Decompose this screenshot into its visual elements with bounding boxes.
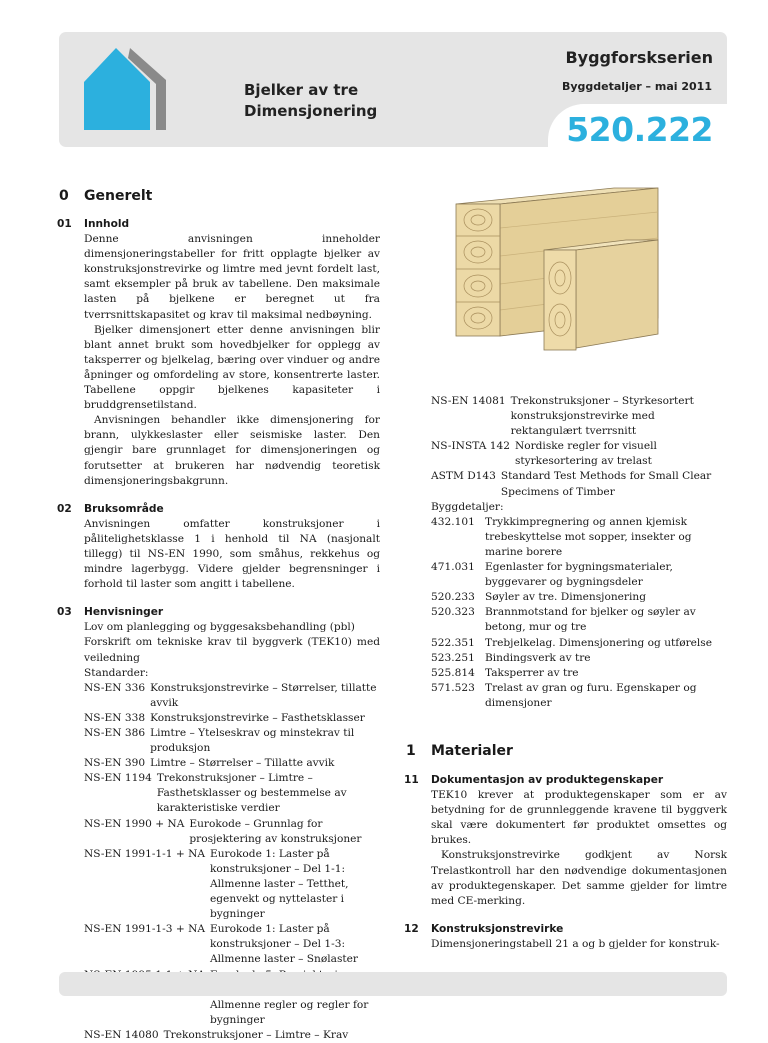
ref-title: Søyler av tre. Dimensjonering — [485, 591, 646, 604]
standards-list-continued — [431, 394, 727, 500]
section-title: Materialer — [431, 743, 513, 759]
house-logo-icon — [80, 44, 186, 134]
detalj-ref — [431, 515, 727, 560]
standard-ref — [84, 1028, 380, 1043]
standard-ref — [84, 711, 380, 726]
subsection-number: 03 — [57, 606, 72, 619]
title-line-1: Bjelker av tre — [244, 81, 359, 99]
ref-title: Standard Test Methods for Small Clear Specimens of Timber — [500, 470, 712, 498]
ref-title: Trekonstruksjoner – Styrkesortert konstruksjonstrevirke med rektangulært tverrsnitt — [510, 395, 694, 438]
ref-code: NS-EN 14080 — [84, 1028, 159, 1041]
ref-title: Trekonstruksjoner – Limtre – Fasthetsklasser og bestemmelse av karakteristiske verdier — [156, 772, 347, 815]
detalj-ref — [431, 605, 727, 635]
ref-code: 571.523 — [431, 681, 475, 694]
ref-code: NS-EN 1991-1-3 + NA — [84, 923, 205, 936]
subsection-title: Dokumentasjon av produktegenskaper — [431, 774, 664, 786]
ref-title: Limtre – Ytelseskrav og minstekrav til produksjon — [150, 727, 355, 755]
standards-label: Standarder: — [84, 666, 149, 679]
ref-code: 522.351 — [431, 636, 475, 649]
standard-ref — [431, 469, 727, 499]
ref-title: Allmenne regler og regler for bygninger — [210, 998, 369, 1026]
title-line-2: Dimensjonering — [244, 102, 378, 120]
right-column — [431, 394, 727, 711]
ref-title: Taksperrer av tre — [485, 666, 579, 679]
subsection-01-heading — [57, 217, 380, 232]
detalj-ref — [431, 666, 727, 681]
detaljer-list — [431, 515, 727, 711]
paragraph: Bjelker dimensjonert etter denne anvisningen blir blant annet brukt som hovedbjelker for opplegg av taksperrer og bjelkelag, bæring over vinduer og andre åpninger og omfordeling av store, konsentrerte laster. Tabellene oppgir bjelkenes kapasiteter i bruddgrensetilstand. — [84, 323, 380, 412]
series-date: Byggdetaljer – mai 2011 — [561, 80, 712, 93]
standard-ref — [84, 681, 380, 711]
ref-title: Limtre – Størrelser – Tillatte avvik — [150, 757, 335, 770]
section-number: 1 — [406, 743, 416, 759]
ref-code: NS-EN 1991-1-1 + NA — [84, 847, 205, 860]
ref-title: Trebjelkelag. Dimensjonering og utførelse — [485, 636, 713, 649]
detaljer-label: Byggdetaljer: — [431, 500, 504, 513]
ref-title: Eurokode 1: Laster på konstruksjoner – Del 1-3: Allmenne laster – Snølaster — [210, 923, 358, 966]
ref-code: 523.251 — [431, 651, 475, 664]
ref-code: NS-INSTA 142 — [431, 440, 510, 453]
section-number: 0 — [59, 188, 69, 204]
ref-title: Konstruksjonstrevirke – Størrelser, tillatte avvik — [150, 681, 377, 709]
ref-code: NS-EN 1194 — [84, 772, 152, 785]
ref-code: 520.323 — [431, 606, 475, 619]
subsection-number: 12 — [404, 922, 419, 935]
ref-code: NS-EN 386 — [84, 727, 146, 739]
detalj-ref — [431, 681, 727, 711]
reference-line: Forskrift om tekniske krav til byggverk (TEK10) med veiledning — [84, 636, 380, 664]
subsection-number: 02 — [57, 502, 72, 515]
standard-ref — [431, 439, 727, 469]
paragraph: Konstruksjonstrevirke godkjent av Norsk Trelastkontroll har den nødvendige dokumentasjonen av produktegenskaper. Det samme gjelder for limtre med CE-merking. — [431, 849, 727, 907]
detalj-ref — [431, 651, 727, 666]
standard-ref — [84, 756, 380, 771]
subsection-12-heading — [404, 922, 727, 937]
ref-title: Egenlaster for bygningsmaterialer, byggevarer og bygningsdeler — [485, 561, 673, 589]
ref-title: Konstruksjonstrevirke – Fasthetsklasser — [150, 711, 365, 724]
standard-ref — [84, 726, 380, 756]
timber-beams-illustration — [452, 178, 662, 358]
paragraph: TEK10 krever at produktegenskaper som er av betydning for de grunnleggende kravene til byggverk skal være dokumentert før produktet omsettes og brukes. — [431, 789, 727, 847]
standard-ref — [84, 817, 380, 847]
ref-code: NS-EN 338 — [84, 711, 146, 724]
standard-ref — [84, 847, 380, 922]
subsection-02-heading — [57, 502, 380, 517]
ref-code: ASTM D143 — [431, 470, 496, 483]
subsection-11-heading — [404, 773, 727, 788]
ref-code: NS-EN 390 — [84, 757, 146, 770]
standard-ref — [431, 394, 727, 439]
ref-title: Trekonstruksjoner – Limtre – Krav — [163, 1028, 349, 1041]
left-column — [57, 217, 380, 1043]
reference-line: Lov om planlegging og byggesaksbehandling (pbl) — [84, 621, 355, 634]
ref-code: NS-EN 336 — [84, 681, 146, 694]
ref-title: Eurokode – Grunnlag for prosjektering av konstruksjoner — [189, 817, 362, 845]
section-title: Generelt — [84, 188, 153, 204]
paragraph: Dimensjoneringstabell 21 a og b gjelder for konstruk- — [431, 937, 720, 950]
standard-ref — [84, 771, 380, 816]
footer-band — [59, 972, 727, 996]
subsection-title: Innhold — [84, 218, 130, 230]
detalj-ref — [431, 636, 727, 651]
ref-title: Trykkimpregnering og annen kjemisk trebeskyttelse mot sopper, insekter og marine borere — [485, 515, 692, 558]
ref-code: 432.101 — [431, 515, 475, 528]
series-name: Byggforskserien — [565, 48, 713, 67]
ref-code: 520.233 — [431, 591, 475, 604]
ref-code: NS-EN 14081 — [431, 395, 506, 407]
standard-ref — [84, 922, 380, 967]
ref-title: Nordiske regler for visuell styrkesortering av trelast — [514, 440, 657, 468]
subsection-03-heading — [57, 605, 380, 620]
ref-title: Eurokode 1: Laster på konstruksjoner – Del 1-1: Allmenne laster – Tetthet, egenvekt og nyttelaster i bygninger — [210, 847, 349, 921]
paragraph: Denne anvisningen inneholder dimensjoneringstabeller for fritt opplagte bjelker av konstruksjonstrevirke og limtre med jevnt fordelt last, samt eksempler på bruk av tabellene. Den maksimale lasten på bjelkene er beregnet ut fra tverrsnittskapasitet og krav til maksimal nedbøyning. — [84, 233, 380, 321]
subsection-title: Konstruksjonstrevirke — [431, 922, 564, 935]
subsection-number: 01 — [57, 218, 72, 230]
subsection-title: Henvisninger — [84, 606, 164, 619]
ref-code: 471.031 — [431, 561, 475, 574]
section-1-body — [404, 773, 727, 952]
subsection-title: Bruksområde — [84, 502, 164, 515]
detalj-ref — [431, 590, 727, 605]
document-number: 520.222 — [566, 110, 713, 149]
ref-title: Bindingsverk av tre — [485, 651, 591, 664]
ref-title: Brannmotstand for bjelker og søyler av betong, mur og tre — [485, 606, 696, 634]
ref-code: NS-EN 1990 + NA — [84, 817, 185, 830]
ref-title: Trelast av gran og furu. Egenskaper og dimensjoner — [485, 681, 697, 709]
document-title — [244, 80, 377, 122]
paragraph: Anvisningen behandler ikke dimensjonering for brann, ulykkeslaster eller seismiske laster. Den gjengir bare grunnlaget for dimensjoneringen og forutsetter at brukeren har nødvendig teoretisk dimensjoneringsbakgrunn. — [84, 414, 380, 487]
subsection-number: 11 — [404, 774, 419, 786]
paragraph: Anvisningen omfatter konstruksjoner i pålitelighetsklasse 1 i henhold til NA (nasjonalt tillegg) til NS-EN 1990, som småhus, rekkehus og mindre lagerbygg. Videre gjelder begrensninger i forhold til laster som angitt i tabellene. — [84, 517, 380, 591]
detalj-ref — [431, 560, 727, 590]
ref-code: 525.814 — [431, 666, 475, 679]
